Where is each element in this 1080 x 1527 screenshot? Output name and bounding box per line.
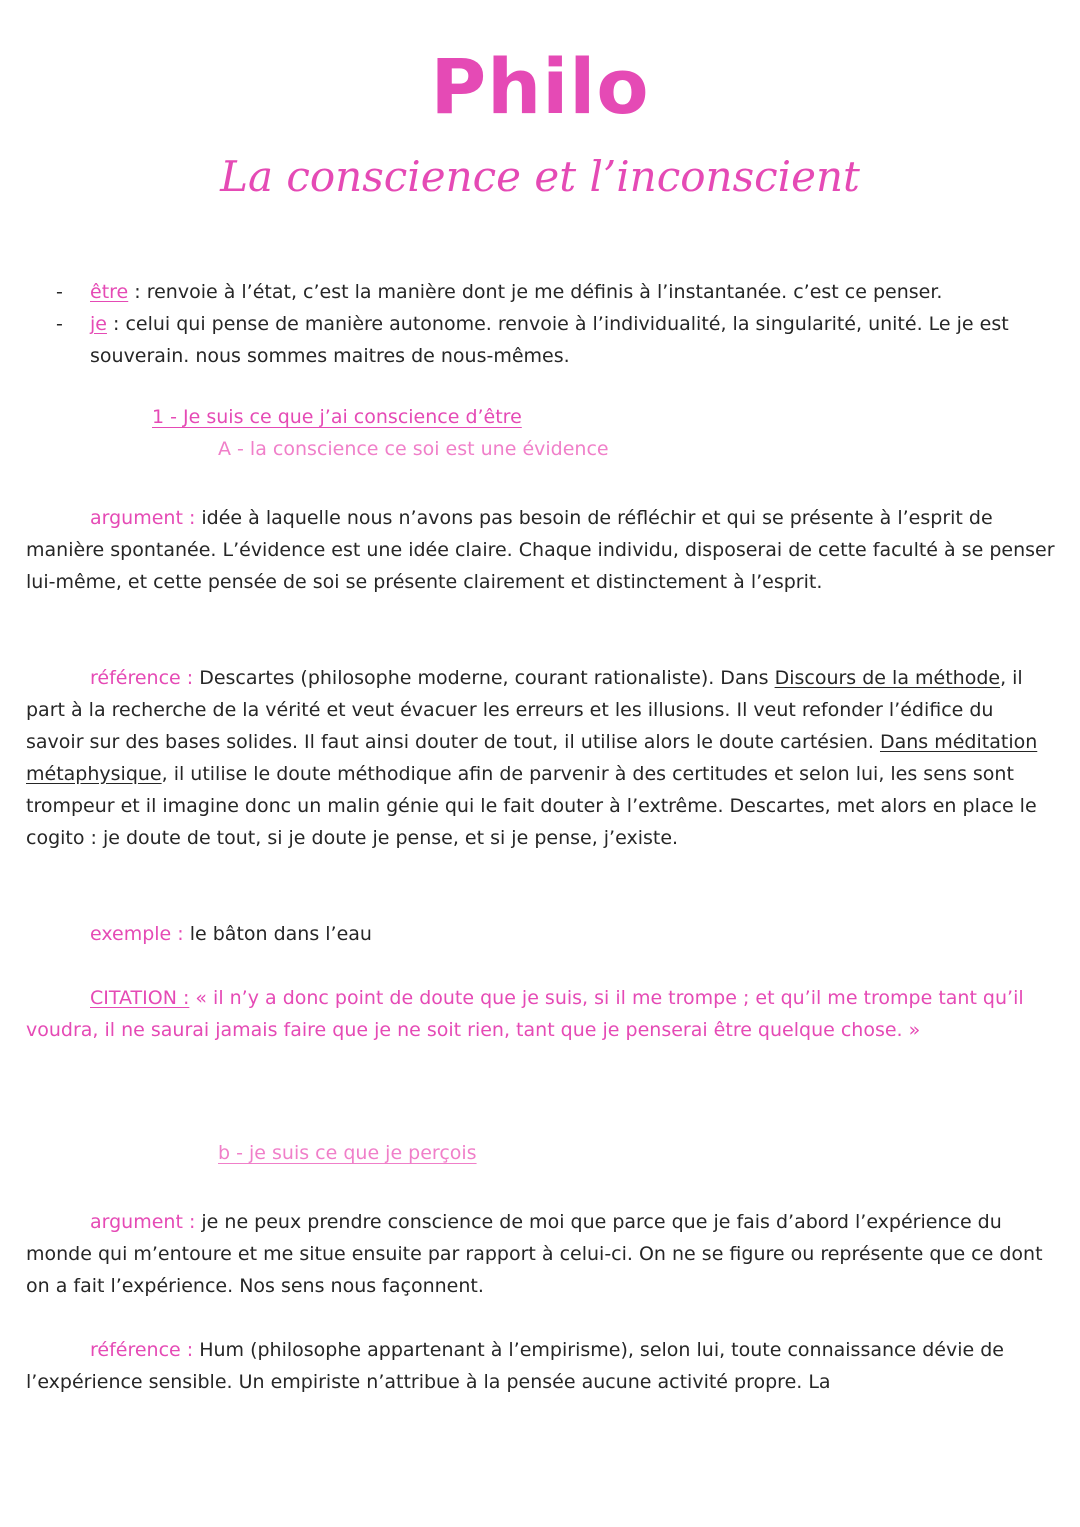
citation-paragraph	[26, 982, 1056, 1046]
definition-item	[56, 308, 1051, 372]
reference-label: référence :	[90, 667, 194, 689]
definition-item	[56, 276, 1051, 308]
argument-paragraph	[26, 502, 1056, 598]
example-text: le bâton dans l’eau	[183, 923, 372, 945]
reference-text: Hum (philosophe appartenant à l’empirisme), selon lui, toute connaissance dévie de l’expérience sensible. Un empiriste n’attribue à la pensée aucune activité propre. La	[26, 1339, 1004, 1393]
definition-term: je	[90, 313, 107, 335]
citation-label: CITATION :	[90, 987, 190, 1009]
argument-paragraph	[26, 1206, 1056, 1302]
subsection-heading-b: b - je suis ce que je perçois	[218, 1142, 477, 1164]
argument-label: argument :	[90, 1211, 196, 1233]
example-paragraph	[26, 918, 1056, 950]
bullet-dash: -	[56, 313, 63, 335]
reference-text: Descartes (philosophe moderne, courant rationaliste). Dans	[193, 667, 775, 689]
definitions-list	[56, 276, 1051, 372]
reference-paragraph	[26, 1334, 1056, 1398]
argument-text: idée à laquelle nous n’avons pas besoin de réfléchir et qui se présente à l’esprit de manière spontanée. L’évidence est une idée claire. Chaque individu, disposerai de cette faculté à se penser lui-même, et cette pensée de soi se présente clairement et distinctement à l’esprit.	[26, 507, 1055, 593]
argument-label: argument :	[90, 507, 196, 529]
page-title: Philo	[430, 42, 650, 131]
definition-text: : celui qui pense de manière autonome. renvoie à l’individualité, la singularité, unité. Le je est souverain. nous sommes maitres de nous-mêmes.	[90, 313, 1009, 367]
bullet-dash: -	[56, 281, 63, 303]
argument-text: je ne peux prendre conscience de moi que parce que je fais d’abord l’expérience du monde qui m’entoure et me situe ensuite par rapport à celui-ci. On ne se figure ou représente que ce dont on a fait l’expérience. Nos sens nous façonnent.	[26, 1211, 1043, 1297]
reference-text: , il part à la recherche de la vérité et veut évacuer les erreurs et les illusions. Il veut refonder l’édifice du savoir sur des bases solides. Il faut ainsi douter de tout, il utilise alors le doute cartésien.	[26, 667, 1023, 753]
page-subtitle: La conscience et l’inconscient	[220, 152, 860, 201]
subsection-heading-a: A - la conscience ce soi est une évidence	[218, 438, 609, 460]
reference-paragraph	[26, 662, 1056, 854]
definition-term: être	[90, 281, 129, 303]
example-label: exemple :	[90, 923, 184, 945]
book-title: Discours de la méthode	[774, 667, 1001, 689]
reference-label: référence :	[90, 1339, 194, 1361]
definition-text: : renvoie à l’état, c’est la manière dont je me définis à l’instantanée. c’est ce penser.	[128, 281, 943, 303]
section-heading-1: 1 - Je suis ce que j’ai conscience d’être	[152, 406, 522, 428]
citation-text: « il n’y a donc point de doute que je suis, si il me trompe ; et qu’il me trompe tant qu’il voudra, il ne saurai jamais faire que je ne soit rien, tant que je penserai être quelque chose. »	[26, 987, 1024, 1041]
reference-text: , il utilise le doute méthodique afin de parvenir à des certitudes et selon lui, les sens sont trompeur et il imagine donc un malin génie qui le fait douter à l’extrême. Descartes, met alors en place le cogito : je doute de tout, si je doute je pense, et si je pense, j’existe.	[26, 763, 1037, 849]
book-title: Dans méditation métaphysique	[26, 731, 1038, 785]
